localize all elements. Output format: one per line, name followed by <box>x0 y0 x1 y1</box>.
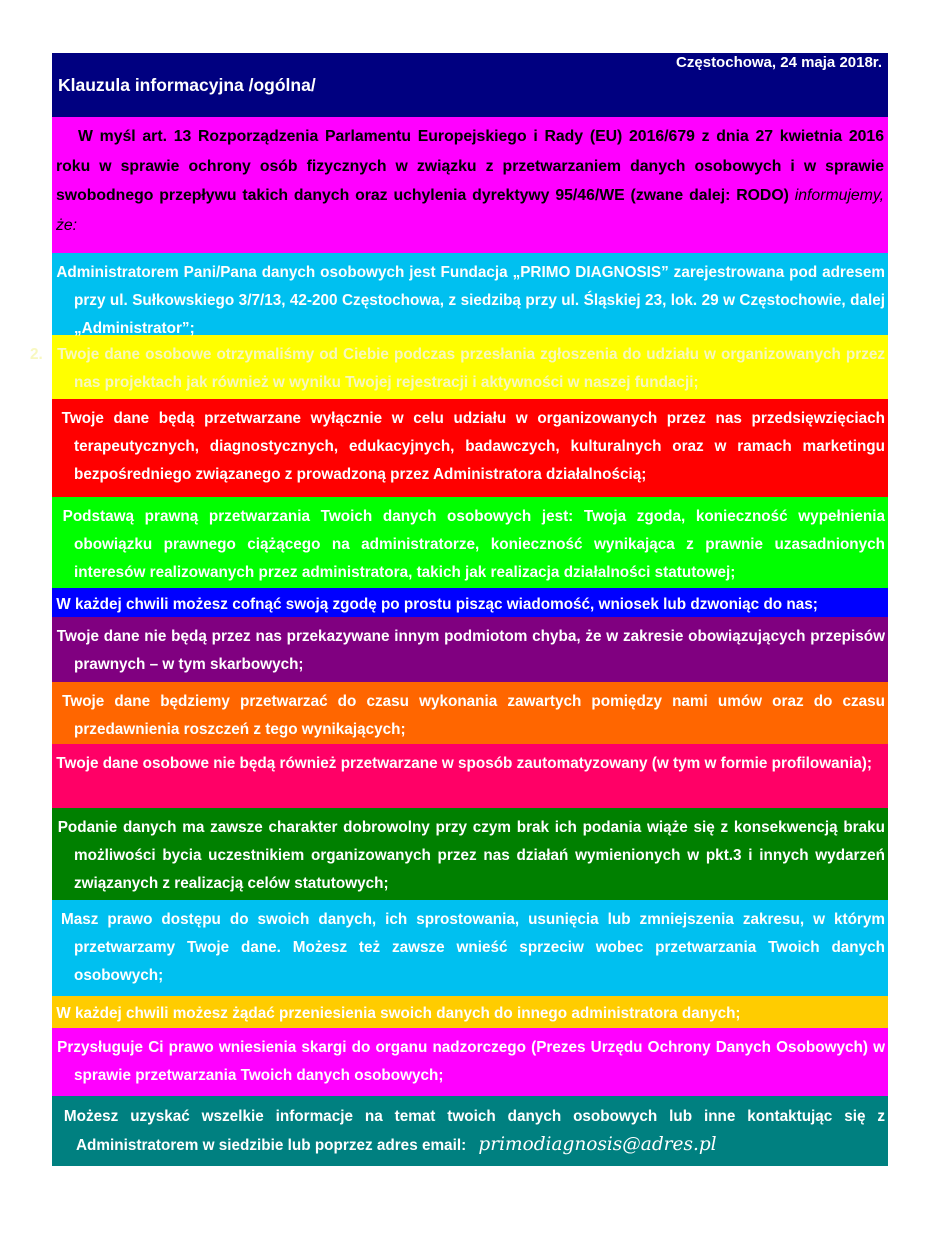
clause-2: 2. Twoje dane osobowe otrzymaliśmy od Ciebie podczas przesłania zgłoszenia do udziału w organizowanych przez nas projektach jak również w wyniku Twojej rejestracji i aktywności w naszej fundacji; <box>52 335 888 399</box>
clause-10: 10. Masz prawo dostępu do swoich danych, ich sprostowania, usunięcia lub zmniejszenia zakresu, w którym przetwarzamy Twoje dane. Możesz też zawsze wnieść sprzeciw wobec przetwarzania Twoich danych osobowych; <box>52 900 888 996</box>
clause-6: 6. Twoje dane nie będą przez nas przekazywane innym podmiotom chyba, że w zakresie obowiązujących przepisów prawnych – w tym skarbowych; <box>52 617 888 682</box>
clause-9: 9. Podanie danych ma zawsze charakter dobrowolny przy czym brak ich podania wiąże się z konsekwencją braku możliwości bycia uczestnikiem organizowanych przez nas działań wymienionych w pkt.3 i innych wydarzeń związanych z realizacją celów statutowych; <box>52 808 888 900</box>
clause-7: 7. Twoje dane będziemy przetwarzać do czasu wykonania zawartych pomiędzy nami umów oraz do czasu przedawnienia roszczeń z tego wynikających; <box>52 682 888 744</box>
intro-paragraph <box>52 117 888 253</box>
clause-text: W każdej chwili możesz żądać przeniesienia swoich danych do innego administratora danych; <box>56 1005 741 1022</box>
clause-text: Twoje dane będziemy przetwarzać do czasu wykonania zawartych pomiędzy nami umów oraz do czasu przedawnienia roszczeń z tego wynikających; <box>62 693 886 738</box>
clause-text: Twoje dane nie będą przez nas przekazywane innym podmiotom chyba, że w zakresie obowiązujących przepisów prawnych – w tym skarbowych; <box>56 628 886 673</box>
clause-text: Administratorem Pani/Pana danych osobowych jest Fundacja „PRIMO DIAGNOSIS” zarejestrowana pod adresem przy ul. Sułkowskiego 3/7/13, 42-200 Częstochowa, z siedzibą przy ul. Śląskiej 23, lok. 29 w Częstochowie, dalej „Administrator”; <box>56 264 886 337</box>
document <box>28 53 888 1166</box>
clause-12: 12. Przysługuje Ci prawo wniesienia skargi do organu nadzorczego (Prezes Urzędu Ochrony Danych Osobowych) w sprawie przetwarzania Twoich danych osobowych; <box>52 1028 888 1096</box>
clause-text: Masz prawo dostępu do swoich danych, ich sprostowania, usunięcia lub zmniejszenia zakresu, w którym przetwarzamy Twoje dane. Możesz też zawsze wnieść sprzeciw wobec przetwarzania Twoich danych osobowych; <box>60 911 885 984</box>
clause-text: Przysługuje Ci prawo wniesienia skargi do organu nadzorczego (Prezes Urzędu Ochrony Danych Osobowych) w sprawie przetwarzania Twoich danych osobowych; <box>57 1039 886 1084</box>
clause-4: 4. Podstawą prawną przetwarzania Twoich danych osobowych jest: Twoja zgoda, konieczność wypełnienia obowiązku prawnego ciążącego na administratorze, konieczność wynikająca z prawnie uzasadnionych interesów realizowanych przez administratora, takich jak realizacja działalności statutowej; <box>52 497 888 588</box>
clause-text: W każdej chwili możesz cofnąć swoją zgodę po prostu pisząc wiadomość, wniosek lub dzwoniąc do nas; <box>56 596 818 613</box>
clause-text: Podstawą prawną przetwarzania Twoich danych osobowych jest: Twoja zgoda, konieczność wypełnienia obowiązku prawnego ciążącego na administratorze, konieczność wynikająca z prawnie uzasadnionych interesów realizowanych przez administratora, takich jak realizacja działalności statutowej; <box>62 508 885 581</box>
clause-text: Twoje dane będą przetwarzane wyłącznie w celu udziału w organizowanych przez nas przedsięwzięciach terapeutycznych, diagnostycznych, edukacyjnych, badawczych, kulturalnych oraz w ramach marketingu bezpośredniego związanego z prowadzoną przez Administratora działalnością; <box>61 410 886 483</box>
clause-3: 3. Twoje dane będą przetwarzane wyłącznie w celu udziału w organizowanych przez nas przedsięwzięciach terapeutycznych, diagnostycznych, edukacyjnych, badawczych, kulturalnych oraz w ramach marketingu bezpośredniego związanego z prowadzoną przez Administratora działalnością; <box>52 399 888 497</box>
clause-11: 11. W każdej chwili możesz żądać przeniesienia swoich danych do innego administratora danych; <box>52 996 888 1028</box>
contact-email[interactable]: primodiagnosis@adres.pl <box>478 1134 717 1155</box>
document-date: Częstochowa, 24 maja 2018r. <box>676 54 882 71</box>
header-band <box>52 53 888 117</box>
document-title: Klauzula informacyjna /ogólna/ <box>58 75 316 95</box>
clause-1: 1. Administratorem Pani/Pana danych osobowych jest Fundacja „PRIMO DIAGNOSIS” zarejestrowana pod adresem przy ul. Sułkowskiego 3/7/13, 42-200 Częstochowa, z siedzibą przy ul. Śląskiej 23, lok. 29 w Częstochowie, dalej „Administrator”; <box>52 253 888 335</box>
clause-text: Możesz uzyskać wszelkie informacje na temat twoich danych osobowych lub inne kontaktując się z Administratorem w siedzibie lub poprzez adres email: <box>63 1108 886 1154</box>
intro-italic: informujemy, że: <box>56 187 884 234</box>
clause-13: 13. Możesz uzyskać wszelkie informacje na temat twoich danych osobowych lub inne kontaktując się z Administratorem w siedzibie lub poprzez adres email: primodiagnosis@adres.pl <box>52 1096 888 1166</box>
clause-text: Podanie danych ma zawsze charakter dobrowolny przy czym brak ich podania wiąże się z konsekwencją braku możliwości bycia uczestnikiem organizowanych przez nas działań wymienionych w pkt.3 i innych wydarzeń związanych z realizacją celów statutowych; <box>57 819 885 892</box>
clause-text: Twoje dane osobowe otrzymaliśmy od Ciebie podczas przesłania zgłoszenia do udziału w organizowanych przez nas projektach jak również w wyniku Twojej rejestracji i aktywności w naszej fundacji; <box>57 346 886 391</box>
intro-text: W myśl art. 13 Rozporządzenia Parlamentu Europejskiego i Rady (EU) 2016/679 z dnia 27 kwietnia 2016 roku w sprawie ochrony osób fizycznych w związku z przetwarzaniem danych osobowych i w sprawie swobodnego przepływu takich danych oraz uchylenia dyrektywy 95/46/WE (zwane dalej: RODO) <box>56 128 884 204</box>
clause-8: 8. Twoje dane osobowe nie będą również przetwarzane w sposób zautomatyzowany (w tym w formie profilowania); <box>52 744 888 808</box>
clause-text: Twoje dane osobowe nie będą również przetwarzane w sposób zautomatyzowany (w tym w formie profilowania); <box>56 755 872 772</box>
clause-5: 5. W każdej chwili możesz cofnąć swoją zgodę po prostu pisząc wiadomość, wniosek lub dzwoniąc do nas; <box>52 588 888 617</box>
